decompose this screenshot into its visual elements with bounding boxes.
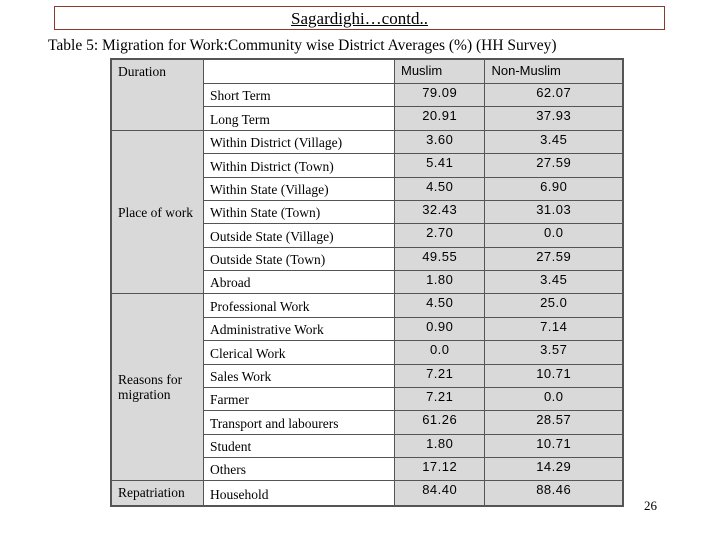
non-muslim-value: 88.46 [485, 481, 623, 506]
row-label: Within District (Town) [204, 154, 395, 177]
muslim-value: 0.0 [395, 341, 485, 364]
non-muslim-value: 10.71 [485, 434, 623, 457]
non-muslim-value: 3.57 [485, 341, 623, 364]
non-muslim-value: 27.59 [485, 154, 623, 177]
muslim-value: 4.50 [395, 294, 485, 317]
muslim-value: 84.40 [395, 481, 485, 506]
table-row [112, 130, 623, 153]
non-muslim-value: 10.71 [485, 364, 623, 387]
non-muslim-value: 37.93 [485, 107, 623, 130]
muslim-value: 3.60 [395, 130, 485, 153]
non-muslim-value: 6.90 [485, 177, 623, 200]
muslim-value: 1.80 [395, 434, 485, 457]
migration-table [110, 58, 624, 507]
non-muslim-value: 25.0 [485, 294, 623, 317]
row-label: Professional Work [204, 294, 395, 317]
header-blank-cell [204, 60, 395, 84]
non-muslim-value: 0.0 [485, 224, 623, 247]
muslim-value: 32.43 [395, 200, 485, 223]
row-label: Household [204, 481, 395, 506]
table-row [112, 294, 623, 317]
group-label-0: Duration [112, 60, 204, 131]
muslim-value: 17.12 [395, 458, 485, 481]
non-muslim-value: 62.07 [485, 84, 623, 107]
row-label: Within State (Town) [204, 200, 395, 223]
column-header-muslim: Muslim [395, 60, 485, 84]
muslim-value: 5.41 [395, 154, 485, 177]
page-number: 26 [644, 498, 657, 513]
column-header-non-muslim: Non-Muslim [485, 60, 623, 84]
muslim-value: 61.26 [395, 411, 485, 434]
table-header-row [112, 60, 623, 84]
row-label: Transport and labourers [204, 411, 395, 434]
muslim-value: 7.21 [395, 387, 485, 410]
row-label: Outside State (Town) [204, 247, 395, 270]
row-label: Outside State (Village) [204, 224, 395, 247]
row-label: Within District (Village) [204, 130, 395, 153]
muslim-value: 1.80 [395, 271, 485, 294]
muslim-value: 20.91 [395, 107, 485, 130]
muslim-value: 4.50 [395, 177, 485, 200]
row-label: Others [204, 458, 395, 481]
group-label-3: Repatriation [112, 481, 204, 506]
row-label: Within State (Village) [204, 177, 395, 200]
muslim-value: 49.55 [395, 247, 485, 270]
row-label: Administrative Work [204, 317, 395, 340]
row-label: Abroad [204, 271, 395, 294]
slide-title: Sagardighi…contd.. [291, 9, 428, 28]
row-label: Farmer [204, 387, 395, 410]
non-muslim-value: 0.0 [485, 387, 623, 410]
group-label-1: Place of work [112, 130, 204, 294]
non-muslim-value: 3.45 [485, 130, 623, 153]
non-muslim-value: 7.14 [485, 317, 623, 340]
muslim-value: 7.21 [395, 364, 485, 387]
non-muslim-value: 27.59 [485, 247, 623, 270]
table-row [112, 481, 623, 506]
slide-header [54, 6, 665, 30]
muslim-value: 0.90 [395, 317, 485, 340]
muslim-value: 79.09 [395, 84, 485, 107]
non-muslim-value: 14.29 [485, 458, 623, 481]
row-label: Clerical Work [204, 341, 395, 364]
muslim-value: 2.70 [395, 224, 485, 247]
non-muslim-value: 3.45 [485, 271, 623, 294]
row-label: Long Term [204, 107, 395, 130]
non-muslim-value: 28.57 [485, 411, 623, 434]
row-label: Student [204, 434, 395, 457]
row-label: Sales Work [204, 364, 395, 387]
row-label: Short Term [204, 84, 395, 107]
non-muslim-value: 31.03 [485, 200, 623, 223]
group-label-2: Reasons for migration [112, 294, 204, 481]
table-caption: Table 5: Migration for Work:Community wise District Averages (%) (HH Survey) [48, 37, 557, 54]
